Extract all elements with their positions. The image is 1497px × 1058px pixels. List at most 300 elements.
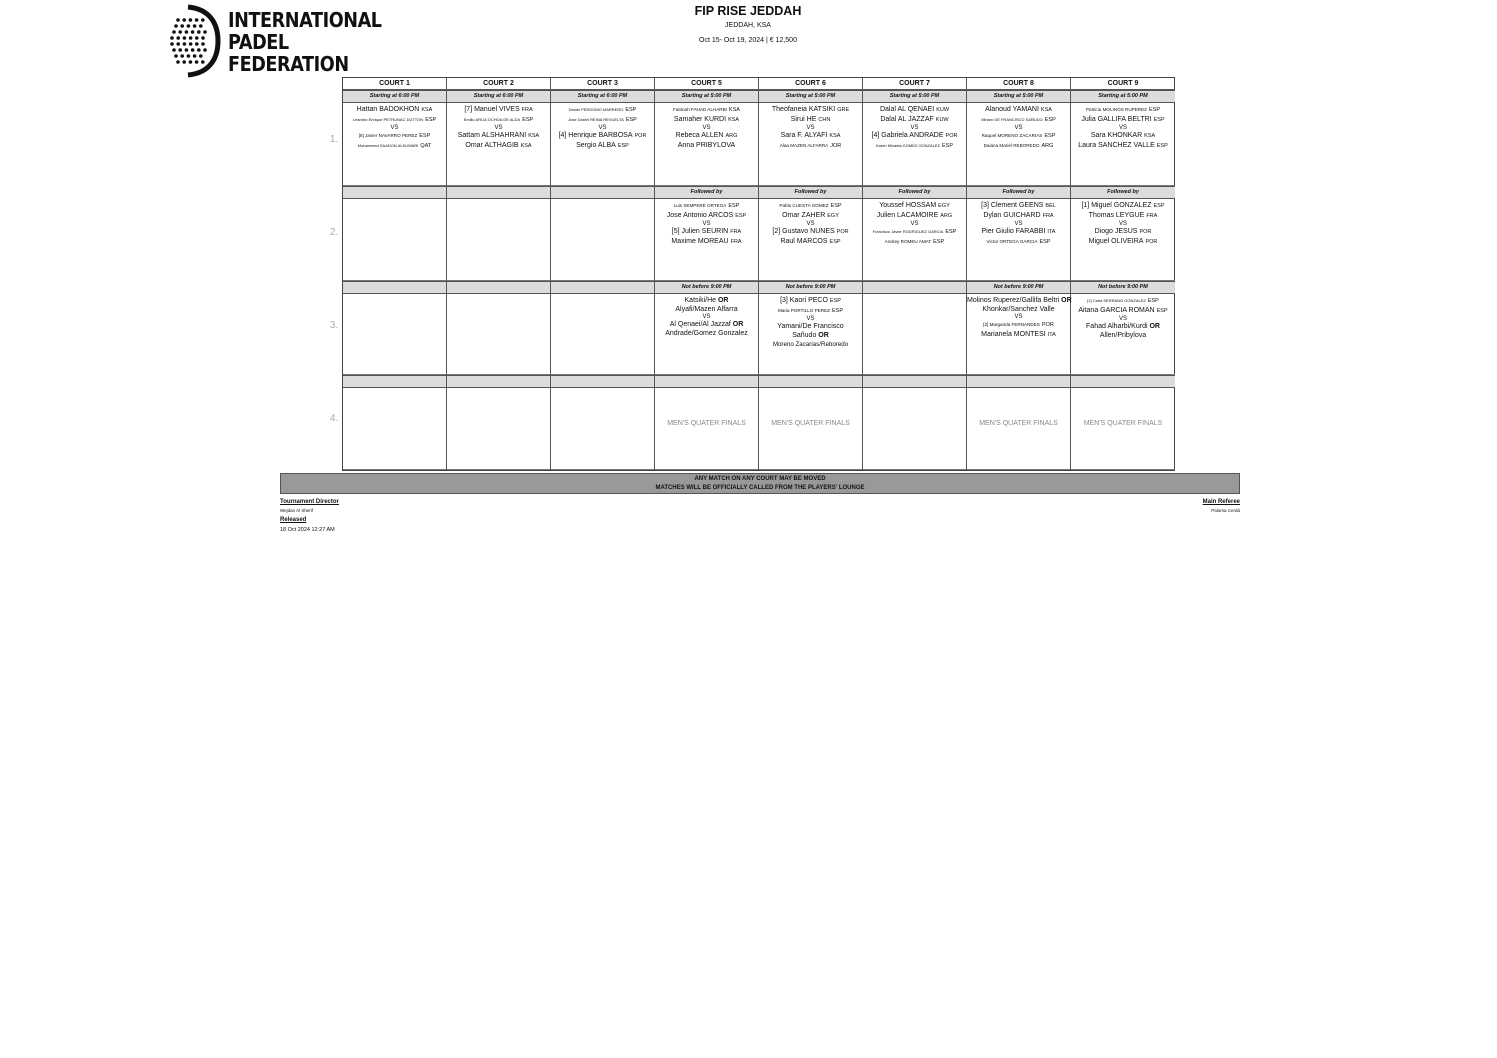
- match-cell-4: [1071, 388, 1175, 470]
- logo-line-3: FEDERATION: [228, 52, 349, 76]
- followed-by-bar: Followed by: [863, 186, 966, 199]
- player-line: [1071, 331, 1175, 340]
- separator-bar: [1071, 375, 1175, 388]
- logo-line-1: INTERNATIONAL: [228, 8, 382, 32]
- player-line: [551, 115, 654, 125]
- match-cell-3: [655, 294, 758, 375]
- player-name: Omar ALTHAGIB: [465, 142, 519, 149]
- player-name: Julia GALLIFA BELTRI: [1081, 116, 1152, 123]
- player-line: [447, 141, 550, 151]
- player-name: Sara F. ALYAFI: [780, 132, 828, 139]
- court-column: [759, 78, 863, 470]
- match-cell-4: [863, 388, 966, 470]
- match-cell-1: [967, 103, 1070, 186]
- start-time-bar: Starting at 5:00 PM: [967, 90, 1070, 103]
- player-name: Sara KHONKAR: [1090, 132, 1143, 139]
- tournament-director-label: Tournament Director: [280, 499, 339, 505]
- player-line: [759, 322, 862, 331]
- player-name: [2] Gustavo NUNES: [772, 228, 835, 235]
- match-cell-3: [1071, 294, 1175, 375]
- player-name: Laura SANCHEZ VALLE: [1078, 142, 1155, 149]
- nationality-code: POR: [1139, 229, 1152, 235]
- player-line: [655, 115, 758, 125]
- player-name: [7] Manuel VIVES: [464, 106, 520, 113]
- player-name: VS: [1014, 314, 1023, 320]
- player-name: Luis SEMPERE ORTEGA: [673, 203, 727, 208]
- player-name: VS: [702, 314, 711, 320]
- player-name: [4] Gabriela ANDRADE: [871, 132, 944, 139]
- player-line: [759, 131, 862, 141]
- nationality-code: ESP: [1044, 133, 1056, 139]
- round-label: MEN'S QUATER FINALS: [1083, 420, 1163, 427]
- match-cell-1: [447, 103, 550, 186]
- not-before-bar: Not before 9:00 PM: [1071, 281, 1175, 294]
- player-name: Pablo CUESTA GOMEZ: [779, 203, 829, 208]
- player-name: Allen/Pribylova: [1099, 332, 1147, 339]
- padel-racket-logo-icon: [166, 4, 220, 78]
- nationality-code: QAT: [420, 143, 432, 149]
- player-line: [759, 115, 862, 125]
- followed-by-bar: Followed by: [967, 186, 1070, 199]
- player-name: VS: [1118, 125, 1127, 131]
- court-column: [343, 78, 447, 470]
- ipf-logo: [166, 4, 382, 78]
- player-name: Dalal AL QENAEI: [879, 106, 935, 113]
- nationality-code: KSA: [1144, 133, 1156, 139]
- player-line: [967, 237, 1070, 247]
- nationality-code: POR: [945, 133, 958, 139]
- court-name: COURT 9: [1071, 78, 1175, 90]
- nationality-code: FRA: [730, 239, 742, 245]
- nationality-code: ESP: [830, 203, 842, 209]
- nationality-code: ESP: [625, 117, 637, 123]
- player-line: [1071, 211, 1175, 221]
- player-name: Maxime MOREAU: [671, 238, 729, 245]
- player-line: [967, 227, 1070, 237]
- match-cell-4: [343, 388, 446, 470]
- player-line: [1071, 227, 1175, 237]
- player-line: [1071, 105, 1175, 115]
- player-name: Youssef HOSSAM: [879, 202, 937, 209]
- nationality-code: ESP: [945, 229, 957, 235]
- nationality-code: KUW: [936, 107, 950, 113]
- player-name: Marianela MONTESI: [981, 331, 1046, 338]
- or-label: OR: [1149, 323, 1160, 330]
- match-cell-3: [447, 294, 550, 375]
- player-name: Fahad Alharbi/Kurdi: [1086, 323, 1148, 330]
- player-line: [967, 330, 1070, 340]
- not-before-bar: [343, 281, 446, 294]
- player-line: [967, 211, 1070, 221]
- player-line: [1071, 131, 1175, 141]
- nationality-code: BEL: [1045, 203, 1056, 209]
- nationality-code: ESP: [942, 143, 954, 149]
- player-name: Miriam DE FRANCISCO SAÑUDO: [981, 117, 1043, 122]
- player-name: VS: [806, 316, 815, 322]
- nationality-code: ESP: [728, 203, 740, 209]
- nationality-code: ESP: [1044, 117, 1056, 123]
- match-cell-2: [343, 199, 446, 281]
- nationality-code: KSA: [829, 133, 841, 139]
- order-of-play-grid: [342, 77, 1175, 471]
- or-label: OR: [1061, 297, 1072, 304]
- player-line: [343, 131, 446, 141]
- tournament-dates: Oct 15- Oct 19, 2024 | € 12,500: [699, 37, 797, 44]
- notice-banner: [280, 473, 1240, 494]
- player-line: [343, 105, 446, 115]
- nationality-code: GRE: [837, 107, 850, 113]
- tournament-location: JEDDAH, KSA: [725, 22, 771, 29]
- nationality-code: KSA: [728, 117, 740, 123]
- tournament-title: FIP RISE JEDDAH: [694, 4, 802, 18]
- player-line: [1071, 141, 1175, 151]
- player-line: [863, 141, 966, 151]
- nationality-code: ESP: [425, 117, 437, 123]
- player-line: [551, 131, 654, 141]
- separator-bar: [759, 375, 862, 388]
- player-name: Raquel MORENO ZACARIAS: [981, 133, 1043, 138]
- notice-line-2: MATCHES WILL BE OFFICIALLY CALLED FROM THE PLAYERS' LOUNGE: [655, 485, 865, 491]
- nationality-code: ESP: [933, 239, 945, 245]
- player-name: Rebeca ALLEN: [675, 132, 724, 139]
- match-cell-1: [655, 103, 758, 186]
- player-line: [655, 329, 758, 338]
- player-line: [863, 131, 966, 141]
- main-referee-label: Main Referee: [1202, 499, 1240, 505]
- match-cell-2: [759, 199, 862, 281]
- player-line: [655, 305, 758, 314]
- nationality-code: KSA: [728, 107, 740, 113]
- nationality-code: KSA: [520, 143, 532, 149]
- player-line: [967, 131, 1070, 141]
- player-name: Thomas LEYGUE: [1088, 212, 1145, 219]
- player-name: Karen Micaela GOMEZ GONZALEZ: [875, 143, 940, 148]
- player-line: [551, 105, 654, 115]
- player-line: [655, 227, 758, 237]
- player-line: [967, 296, 1070, 305]
- main-referee-name: Paloma Cerdá: [1211, 508, 1240, 513]
- match-cell-2: [967, 199, 1070, 281]
- player-name: Daiana Mariel REBOREDO: [983, 143, 1040, 148]
- player-name: Maria PORTILLO PEREZ: [777, 308, 830, 313]
- player-name: Pier Giulio FARABBI: [981, 228, 1046, 235]
- player-line: [967, 105, 1070, 115]
- match-cell-2: [551, 199, 654, 281]
- player-name: Diogo JESUS: [1094, 228, 1138, 235]
- nationality-code: EGY: [938, 203, 950, 209]
- player-name: Mohammed SAADON ALKUWARI: [357, 143, 419, 148]
- match-cell-3: [967, 294, 1070, 375]
- player-line: [759, 306, 862, 316]
- separator-bar: [863, 375, 966, 388]
- player-name: Victor ORTEGA GARCIA: [986, 239, 1038, 244]
- player-name: VS: [806, 221, 815, 227]
- nationality-code: ESP: [735, 213, 747, 219]
- nationality-code: FRA: [1042, 213, 1054, 219]
- player-name: Andrey ROMEU AMAT: [884, 239, 932, 244]
- player-name: Sañudo: [792, 332, 817, 339]
- row-label-2: 2.: [329, 227, 339, 238]
- court-name: COURT 7: [863, 78, 966, 90]
- player-line: [655, 105, 758, 115]
- player-name: [1] Miguel GONZALEZ: [1081, 202, 1152, 209]
- player-line: [655, 201, 758, 211]
- start-time-bar: Starting at 6:00 PM: [343, 90, 446, 103]
- nationality-code: KSA: [1040, 107, 1052, 113]
- separator-bar: [655, 375, 758, 388]
- nationality-code: FRA: [730, 229, 742, 235]
- player-name: Hattan BADOKHON: [356, 106, 420, 113]
- separator-bar: [343, 375, 446, 388]
- player-name: Sergio ALBA: [576, 142, 616, 149]
- not-before-bar: [863, 281, 966, 294]
- nationality-code: POR: [836, 229, 849, 235]
- separator-bar: [447, 375, 550, 388]
- player-line: [447, 115, 550, 125]
- player-name: [1] Carla SERRANO GONZALEZ: [1087, 298, 1146, 303]
- player-name: Molinos Ruperez/Gallifa Beltri: [967, 297, 1060, 304]
- player-line: [759, 105, 862, 115]
- player-line: [967, 305, 1070, 314]
- player-line: [1071, 322, 1175, 331]
- player-name: Al Qenaei/Al Jazzaf: [669, 321, 731, 328]
- or-label: OR: [818, 332, 829, 339]
- player-line: [967, 115, 1070, 125]
- nationality-code: ITA: [1047, 229, 1056, 235]
- not-before-bar: Not before 9:00 PM: [967, 281, 1070, 294]
- player-name: VS: [1014, 125, 1023, 131]
- match-cell-4: [759, 388, 862, 470]
- player-name: VS: [494, 125, 503, 131]
- released-label: Released: [280, 517, 307, 523]
- player-line: [655, 141, 758, 150]
- nationality-code: KSA: [421, 107, 433, 113]
- followed-by-bar: [447, 186, 550, 199]
- player-line: [967, 141, 1070, 151]
- start-time-bar: Starting at 5:00 PM: [655, 90, 758, 103]
- player-line: [1071, 296, 1175, 306]
- player-line: [343, 115, 446, 125]
- or-label: OR: [717, 297, 729, 304]
- followed-by-bar: Followed by: [1071, 186, 1175, 199]
- start-time-bar: Starting at 5:00 PM: [759, 90, 862, 103]
- match-cell-4: [447, 388, 550, 470]
- player-name: Omar ZAHER: [782, 212, 826, 219]
- court-column: [551, 78, 655, 470]
- nationality-code: ESP: [1153, 117, 1165, 123]
- match-cell-1: [551, 103, 654, 186]
- match-cell-3: [343, 294, 446, 375]
- player-line: [655, 296, 758, 305]
- player-name: VS: [910, 221, 919, 227]
- player-name: Jose Daniel REINA REVUELTA: [568, 117, 624, 122]
- player-name: Alyafi/Mazen Alfarra: [675, 306, 738, 313]
- player-line: [759, 237, 862, 247]
- player-name: [2] Margarida FERNANDES: [983, 322, 1040, 327]
- court-column: [863, 78, 967, 470]
- court-name: COURT 3: [551, 78, 654, 90]
- notice-line-1: ANY MATCH ON ANY COURT MAY BE MOVED: [694, 476, 826, 482]
- start-time-bar: Starting at 6:00 PM: [551, 90, 654, 103]
- player-name: Julien LACAMOIRE: [876, 212, 939, 219]
- separator-bar: [551, 375, 654, 388]
- row-label-1: 1.: [329, 134, 339, 145]
- court-column: [1071, 78, 1175, 470]
- start-time-bar: Starting at 6:00 PM: [447, 90, 550, 103]
- nationality-code: ESP: [1147, 298, 1159, 304]
- match-cell-2: [863, 199, 966, 281]
- row-label-3: 3.: [329, 320, 339, 331]
- nationality-code: POR: [634, 133, 647, 139]
- nationality-code: JOR: [830, 143, 842, 149]
- not-before-bar: Not before 9:00 PM: [759, 281, 862, 294]
- nationality-code: ARG: [725, 133, 738, 139]
- start-time-bar: Starting at 5:00 PM: [863, 90, 966, 103]
- nationality-code: ESP: [419, 133, 431, 139]
- player-name: Alaa MAZEN ALFARRA: [779, 143, 829, 148]
- court-name: COURT 6: [759, 78, 862, 90]
- logo-line-2: PADEL: [228, 30, 289, 54]
- followed-by-bar: [343, 186, 446, 199]
- player-name: Aitana GARCIA ROMAN: [1078, 307, 1155, 314]
- logo-wordmark: [228, 9, 382, 75]
- player-line: [655, 131, 758, 141]
- nationality-code: ESP: [1153, 203, 1165, 209]
- nationality-code: ESP: [829, 298, 841, 304]
- player-name: Raul MARCOS: [780, 238, 828, 245]
- match-cell-3: [863, 294, 966, 375]
- player-name: Daniel PERDOMO MARRERO: [568, 107, 624, 112]
- match-cell-1: [343, 103, 446, 186]
- player-name: Miguel OLIVEIRA: [1088, 238, 1144, 245]
- nationality-code: ARG: [1041, 143, 1054, 149]
- player-line: [863, 211, 966, 221]
- court-column: [967, 78, 1071, 470]
- player-name: Sattam ALSHAHRANI: [457, 132, 527, 139]
- round-label: MEN'S QUATER FINALS: [979, 420, 1058, 427]
- round-label: MEN'S QUATER FINALS: [667, 420, 746, 427]
- nationality-code: ESP: [829, 239, 841, 245]
- player-line: [1071, 115, 1175, 125]
- player-name: Francisco Javier RODRIGUEZ GARCIA: [872, 229, 944, 234]
- nationality-code: POR: [1041, 322, 1054, 328]
- player-name: Emilio ARIJA OCHOA DE ALDA: [463, 117, 521, 122]
- player-name: Alanoud YAMANI: [985, 106, 1039, 113]
- player-line: [863, 227, 966, 237]
- start-time-bar: Starting at 5:00 PM: [1071, 90, 1175, 103]
- player-name: Theofaneia KATSIKI: [771, 106, 836, 113]
- player-line: [1071, 237, 1175, 247]
- player-line: [1071, 201, 1175, 211]
- player-name: Samaher KURDI: [673, 116, 727, 123]
- player-line: [759, 141, 862, 151]
- player-line: [863, 237, 966, 247]
- player-name: [5] Julien SEURIN: [671, 228, 729, 235]
- nationality-code: ESP: [1039, 239, 1051, 245]
- separator-bar: [967, 375, 1070, 388]
- player-name: VS: [1118, 316, 1127, 322]
- player-name: Andrade/Gomez Gonzalez: [665, 330, 748, 337]
- player-name: VS: [702, 125, 711, 131]
- nationality-code: ESP: [831, 308, 843, 314]
- player-line: [863, 105, 966, 115]
- player-line: [759, 201, 862, 211]
- match-cell-2: [655, 199, 758, 281]
- followed-by-bar: [551, 186, 654, 199]
- nationality-code: ESP: [1156, 143, 1168, 149]
- not-before-bar: Not before 9:00 PM: [655, 281, 758, 294]
- player-name: Anna PRIBYLOVA: [677, 142, 736, 149]
- player-name: VS: [1014, 221, 1023, 227]
- player-name: Yamani/De Francisco: [777, 323, 844, 330]
- player-name: Khonkar/Sanchez Valle: [982, 306, 1055, 313]
- row-label-4: 4.: [329, 413, 339, 424]
- player-name: VS: [910, 125, 919, 131]
- followed-by-bar: Followed by: [759, 186, 862, 199]
- player-line: [447, 131, 550, 141]
- player-name: Katsiki/He: [684, 297, 717, 304]
- player-name: [8] Javier NAVARRO PEREZ: [358, 133, 418, 138]
- nationality-code: POR: [1145, 239, 1158, 245]
- not-before-bar: [551, 281, 654, 294]
- nationality-code: KSA: [528, 133, 540, 139]
- court-name: COURT 2: [447, 78, 550, 90]
- nationality-code: ITA: [1047, 332, 1056, 338]
- player-line: [967, 201, 1070, 211]
- player-line: [551, 141, 654, 151]
- player-name: Jose Antonio ARCOS: [666, 212, 734, 219]
- player-name: Moreno Zacarias/Reboredo: [772, 341, 849, 348]
- player-line: [863, 115, 966, 125]
- match-cell-4: [655, 388, 758, 470]
- nationality-code: ARG: [940, 213, 953, 219]
- match-cell-4: [967, 388, 1070, 470]
- player-name: [4] Henrique BARBOSA: [558, 132, 633, 139]
- player-line: [759, 331, 862, 340]
- match-cell-1: [1071, 103, 1175, 186]
- player-name: VS: [598, 125, 607, 131]
- nationality-code: FRA: [1146, 213, 1158, 219]
- nationality-code: CHN: [818, 117, 831, 123]
- player-line: [759, 211, 862, 221]
- nationality-code: ESP: [522, 117, 534, 123]
- court-column: [655, 78, 759, 470]
- player-name: VS: [806, 125, 815, 131]
- court-name: COURT 8: [967, 78, 1070, 90]
- player-line: [863, 201, 966, 211]
- player-name: [3] Kaori PECO: [780, 297, 828, 304]
- court-name: COURT 1: [343, 78, 446, 90]
- nationality-code: ESP: [1149, 107, 1161, 113]
- player-line: [447, 105, 550, 115]
- player-name: Dalal AL JAZZAF: [880, 116, 934, 123]
- match-cell-4: [551, 388, 654, 470]
- round-label: MEN'S QUATER FINALS: [771, 420, 850, 427]
- player-line: [343, 141, 446, 151]
- nationality-code: EGY: [827, 213, 839, 219]
- player-name: VS: [390, 125, 399, 131]
- player-name: Dylan GUICHARD: [983, 212, 1041, 219]
- player-name: Fatimah FAHAD ALHARBI: [673, 107, 727, 112]
- nationality-code: ESP: [625, 107, 637, 113]
- match-cell-3: [551, 294, 654, 375]
- player-name: VS: [1118, 221, 1127, 227]
- player-line: [655, 211, 758, 221]
- match-cell-1: [863, 103, 966, 186]
- court-column: [447, 78, 551, 470]
- player-name: VS: [702, 221, 711, 227]
- match-cell-2: [1071, 199, 1175, 281]
